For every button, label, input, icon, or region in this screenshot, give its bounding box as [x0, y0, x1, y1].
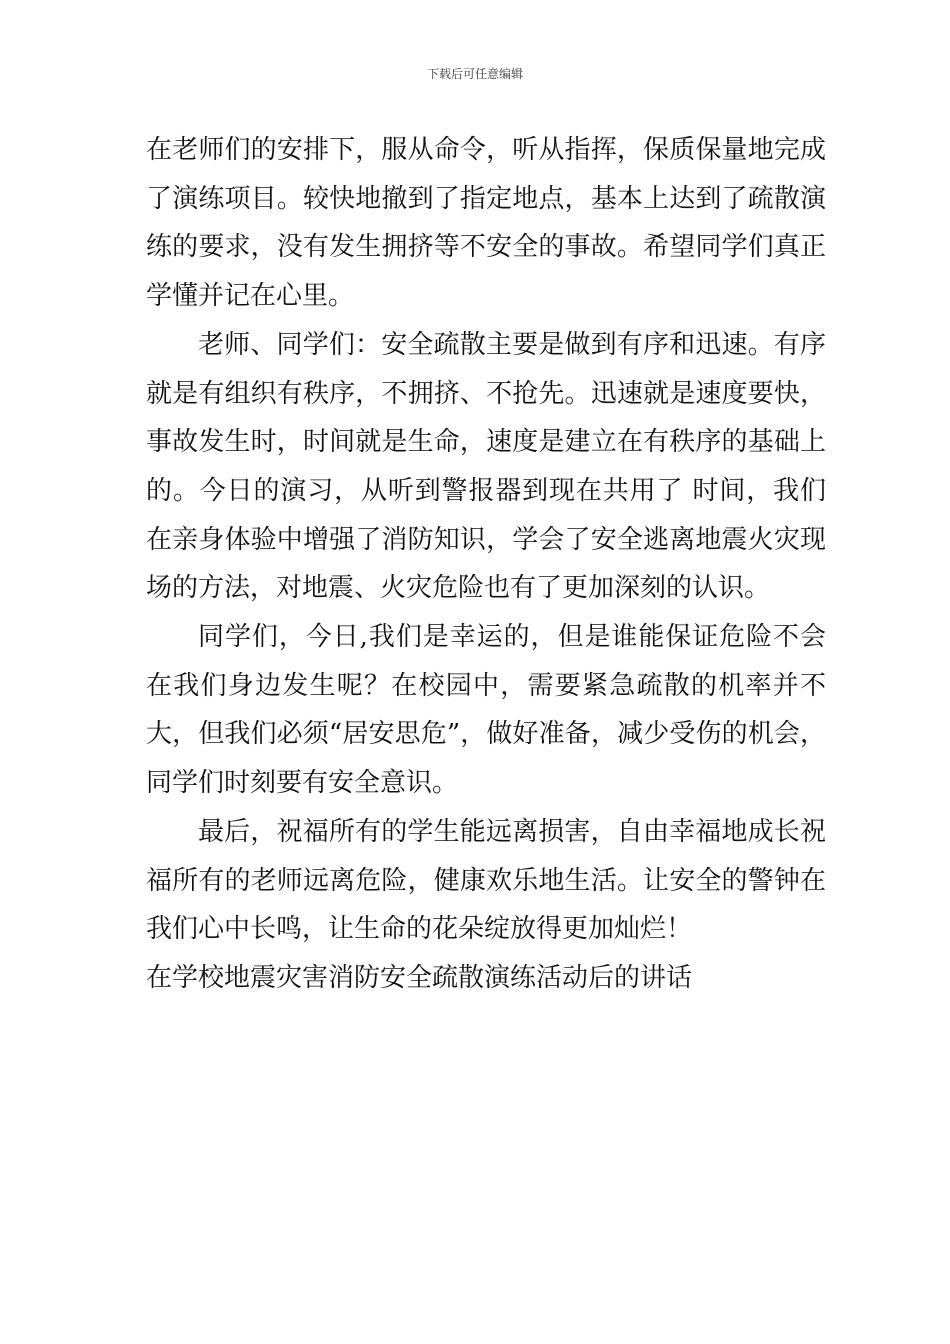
paragraph-awareness: 同学们，今日,我们是幸运的，但是谁能保证危险不会在我们身边发生呢？在校园中，需要紧急疏散的机率并不大，但我们必须“居安思危”，做好准备，减少受伤的机会，同学们时刻要有安全意识。	[146, 622, 826, 799]
speech-title: 在学校地震灾害消防安全疏散演练活动后的讲话	[146, 962, 693, 993]
paragraph-continuation: 在老师们的安排下，服从命令，听从指挥，保质保量地完成了演练项目。较快地撤到了指定地点，基本上达到了疏散演练的要求，没有发生拥挤等不安全的事故。希望同学们真正学懂并记在心里。	[146, 135, 826, 312]
document-body	[146, 126, 826, 1003]
page-header: 下载后可任意编辑	[426, 67, 523, 81]
paragraph-closing-wishes: 最后，祝福所有的学生能远离损害，自由幸福地成长祝福所有的老师远离危险，健康欢乐地生活。让安全的警钟在我们心中长鸣，让生命的花朵绽放得更加灿烂！	[146, 816, 826, 945]
paragraph-safety-evacuation: 老师、同学们：安全疏散主要是做到有序和迅速。有序就是有组织有秩序，不拥挤、不抢先。迅速就是速度要快，事故发生时，时间就是生命，速度是建立在有秩序的基础上的。今日的演习，从听到警报器到现在共用了 时间，我们在亲身体验中增强了消防知识，学会了安全逃离地震火灾现场的方法，对地震、火灾危险也有了更加深刻的认识。	[146, 329, 826, 604]
